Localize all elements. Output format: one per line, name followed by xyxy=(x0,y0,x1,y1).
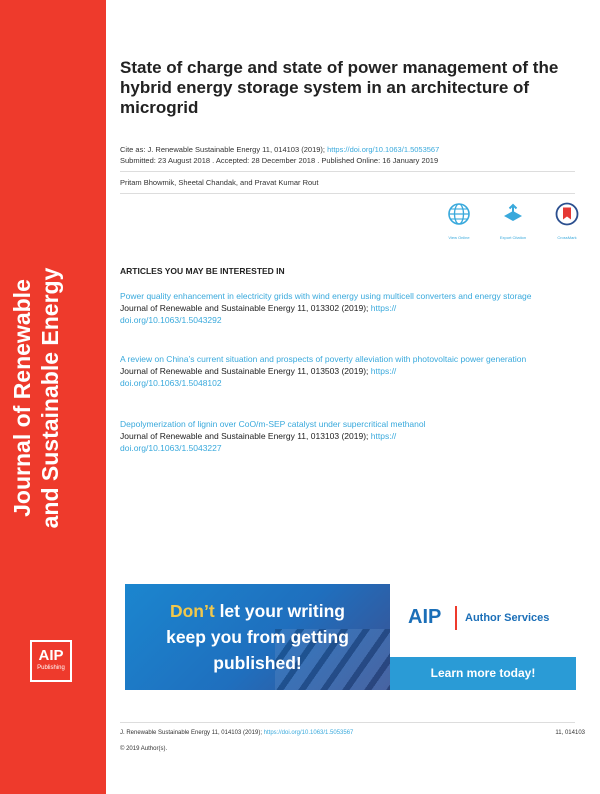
aip-logo-sub: Publishing xyxy=(37,665,65,671)
related-article-title-link[interactable]: A review on China’s current situation and prospects of poverty alleviation with photovoltaic power generation xyxy=(120,354,527,364)
cite-prefix: Cite as: J. Renewable Sustainable Energy 11, 014103 (2019); xyxy=(120,145,325,154)
aip-publishing-logo[interactable] xyxy=(30,640,72,682)
journal-sidebar xyxy=(0,0,106,794)
crossmark-icon xyxy=(555,202,579,226)
related-article-doi-link[interactable]: https:// xyxy=(370,431,397,441)
globe-icon xyxy=(447,202,471,226)
related-articles-heading: ARTICLES YOU MAY BE INTERESTED IN xyxy=(120,266,285,276)
article-dates: Submitted: 23 August 2018 . Accepted: 28 December 2018 . Published Online: 16 January 2019 xyxy=(120,156,439,165)
footer-volume: 11, 014103 xyxy=(555,730,585,736)
divider xyxy=(120,193,575,194)
related-article-doi-link[interactable]: https:// xyxy=(370,366,397,376)
ad-headline-line2: keep you from getting xyxy=(166,627,349,647)
brand-divider xyxy=(455,606,457,630)
ad-banner-image-panel xyxy=(125,584,390,690)
related-article-citation: Journal of Renewable and Sustainable Energy 11, 013103 (2019); xyxy=(120,431,369,441)
related-article-citation: Journal of Renewable and Sustainable Energy 11, 013302 (2019); xyxy=(120,303,369,313)
ad-banner-headline xyxy=(125,598,390,676)
journal-name-line1: Journal of Renewable xyxy=(9,279,35,517)
related-article-doi-link-cont[interactable]: doi.org/10.1063/1.5048102 xyxy=(120,378,222,388)
footer-citation: J. Renewable Sustainable Energy 11, 014103 (2019); xyxy=(120,730,262,736)
related-article-doi-link[interactable]: https:// xyxy=(370,303,397,313)
learn-more-button[interactable]: Learn more today! xyxy=(390,657,576,690)
related-article-title-link[interactable]: Depolymerization of lignin over CoO/m-SEP catalyst under supercritical methanol xyxy=(120,419,426,429)
page-footer xyxy=(120,730,585,736)
divider xyxy=(120,171,575,172)
article-doi-link[interactable]: https://doi.org/10.1063/1.5053567 xyxy=(327,145,440,154)
crossmark-label: CrossMark xyxy=(557,235,577,240)
copyright-notice: © 2019 Author(s). xyxy=(120,746,168,752)
export-icon xyxy=(501,202,525,226)
citation-block xyxy=(120,144,439,166)
related-article-doi-link-cont[interactable]: doi.org/10.1063/1.5043292 xyxy=(120,315,222,325)
crossmark-button[interactable] xyxy=(547,202,587,240)
related-article xyxy=(120,418,575,454)
aip-logo-main: AIP xyxy=(38,647,64,664)
article-title: State of charge and state of power management of the hybrid energy storage system in an architecture of microgrid xyxy=(120,58,559,117)
ad-headline-line1: let your writing xyxy=(214,601,345,621)
related-article-doi-link-cont[interactable]: doi.org/10.1063/1.5043227 xyxy=(120,443,222,453)
view-online-label: View Online xyxy=(448,235,470,240)
ad-headline-line3: published! xyxy=(213,653,302,673)
export-citation-label: Export Citation xyxy=(499,235,527,240)
view-online-button[interactable] xyxy=(439,202,479,240)
ad-headline-highlight: Don’t xyxy=(169,601,215,621)
author-services-label: Author Services xyxy=(465,612,550,624)
aip-brand-logo: AIP xyxy=(408,606,442,628)
footer-doi-link[interactable]: https://doi.org/10.1063/1.5053567 xyxy=(263,730,354,736)
related-article-citation: Journal of Renewable and Sustainable Energy 11, 013503 (2019); xyxy=(120,366,369,376)
related-article xyxy=(120,290,575,326)
footer-divider xyxy=(120,722,575,723)
related-article xyxy=(120,353,575,389)
author-services-ad-banner[interactable] xyxy=(125,584,576,690)
related-article-title-link[interactable]: Power quality enhancement in electricity grids with wind energy using multicell converters and energy storage xyxy=(120,291,532,301)
export-citation-button[interactable] xyxy=(493,202,533,240)
article-authors: Pritam Bhowmik, Sheetal Chandak, and Pravat Kumar Rout xyxy=(120,178,319,187)
journal-name-line2: and Sustainable Energy xyxy=(37,267,63,529)
